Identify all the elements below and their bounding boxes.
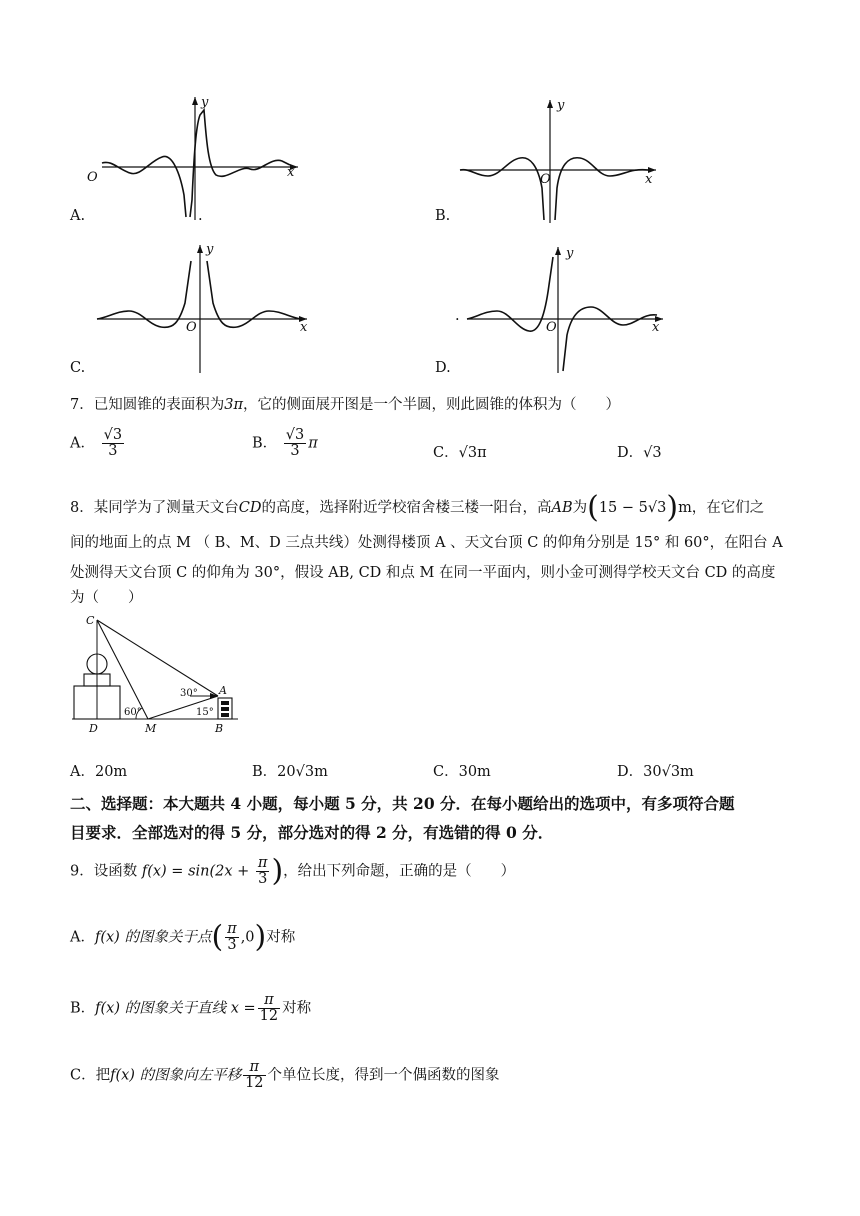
q8-option-d bbox=[617, 760, 694, 781]
q8-l1-c: 为 bbox=[572, 500, 588, 516]
q7-a-num: √3 bbox=[103, 427, 123, 443]
q9-c-den: 12 bbox=[245, 1075, 264, 1092]
q7-option-a-label: A． bbox=[70, 435, 95, 452]
graph-b-x-label: x bbox=[645, 172, 653, 187]
q8-option-c-text: 30m bbox=[458, 764, 491, 780]
graph-b-plot bbox=[458, 98, 658, 226]
q7-option-d-label: D． bbox=[617, 445, 644, 461]
q8-option-d-label: D． bbox=[617, 764, 644, 780]
q9-pi: π bbox=[257, 855, 268, 871]
q8-fig-angle-30: 30° bbox=[180, 688, 198, 699]
q7-option-b-label: B． bbox=[252, 435, 278, 452]
q7-option-c-label: C． bbox=[433, 445, 459, 461]
q9-option-b-x: x = bbox=[230, 1000, 256, 1017]
q9-option-c-post: 个单位长度，得到一个偶函数的图象 bbox=[267, 1067, 500, 1084]
q9-function: f(x) = sin(2x + bbox=[141, 863, 254, 880]
q8-option-c-label: C． bbox=[433, 764, 459, 780]
graph-d-x-label: x bbox=[652, 320, 660, 335]
q8-fig-label-b: B bbox=[215, 722, 224, 735]
q7-option-d bbox=[617, 441, 662, 462]
q9-option-b-post: 对称 bbox=[282, 1000, 312, 1017]
q8-line-2: 间的地面上的点 M （ B、M、D 三点共线）处测得楼顶 A 、天文台顶 C 的仰角分别是 15° 和 60°，在阳台 A bbox=[70, 535, 783, 551]
q8-option-b-text: 20√3m bbox=[277, 764, 328, 780]
q8-ab: AB bbox=[551, 500, 573, 516]
section-2-heading-line-2: 目要求．全部选对的得 5 分，部分选对的得 2 分，有选错的得 0 分． bbox=[70, 823, 554, 842]
q8-fig-label-d: D bbox=[89, 722, 98, 735]
q7-b-tail: π bbox=[308, 435, 318, 452]
graph-a-plot bbox=[100, 95, 300, 225]
graph-d-leading-mark: . bbox=[455, 308, 460, 324]
q9-b-num: π bbox=[258, 993, 280, 1009]
q8-fig-label-m: M bbox=[145, 722, 157, 735]
q7-option-b bbox=[252, 428, 318, 459]
q9-option-a: A．f(x) 的图象关于点( $\frac{\pi}{3}$ ,0)对称 bbox=[70, 919, 296, 955]
q9-suffix: ，给出下列命题，正确的是（ ） bbox=[283, 863, 516, 880]
q9-option-c bbox=[70, 1060, 500, 1091]
q9-option-a-post: 对称 bbox=[266, 929, 296, 946]
q9-fraction bbox=[256, 856, 270, 887]
q7-value: 3π bbox=[224, 397, 243, 413]
q8-fig-label-c: C bbox=[86, 614, 95, 627]
q9-option-c-fraction bbox=[243, 1060, 265, 1091]
q8-option-d-text: 30√3m bbox=[643, 764, 694, 780]
graph-a-trailing-mark: . bbox=[198, 208, 203, 224]
q7-option-a bbox=[70, 428, 126, 459]
q7-option-a-fraction bbox=[102, 428, 124, 459]
q9-b-den: 12 bbox=[259, 1008, 279, 1025]
q7-option-c-text: √3π bbox=[458, 445, 487, 461]
q8-option-a bbox=[70, 760, 127, 781]
section-2-heading-line-1: 二、选择题：本大题共 4 小题，每小题 5 分，共 20 分．在每小题给出的选项中，有多项符合题 bbox=[70, 794, 735, 813]
q8-fig-angle-15: 15° bbox=[196, 707, 214, 718]
q9-option-b-fraction bbox=[258, 993, 280, 1024]
graph-c-label: C. bbox=[70, 360, 86, 376]
q9-option-b bbox=[70, 993, 311, 1024]
graph-c-plot bbox=[95, 243, 310, 375]
q9-three: 3 bbox=[258, 871, 268, 888]
q9-option-c-label: C．把 bbox=[70, 1067, 111, 1084]
q9-a-den: 3 bbox=[227, 937, 237, 954]
q8-option-b-label: B． bbox=[252, 764, 278, 780]
q8-option-b bbox=[252, 760, 328, 781]
q7-b-den: 3 bbox=[290, 443, 300, 460]
q8-l1-a: 8．某同学为了测量天文台 bbox=[70, 500, 239, 516]
graph-b-origin: O bbox=[540, 172, 551, 187]
graph-d-label: D. bbox=[435, 360, 451, 376]
graph-d-plot bbox=[465, 245, 665, 375]
q9-option-a-label: A． bbox=[70, 929, 95, 946]
q9-c-num: π bbox=[243, 1060, 265, 1076]
q7-a-den: 3 bbox=[108, 443, 118, 460]
q7-option-c bbox=[433, 441, 487, 462]
graph-a-label: A. bbox=[70, 208, 86, 224]
q7-option-b-fraction bbox=[284, 428, 306, 459]
q8-option-a-label: A． bbox=[70, 764, 95, 780]
question-9: 9．设函数 f(x) = sin(2x + $\frac{\pi}{3}$ )，给出下列命题，正确的是（ ） bbox=[70, 853, 516, 889]
q8-fig-label-a: A bbox=[219, 684, 227, 697]
graph-c-x-label: x bbox=[300, 320, 308, 335]
q8-l1-b: 的高度，选择附近学校宿舍楼三楼一阳台，高 bbox=[261, 500, 552, 516]
q7-suffix: ，它的侧面展开图是一个半圆，则此圆锥的体积为（ ） bbox=[243, 397, 620, 413]
q9-option-b-pre: f(x) 的图象关于直线 bbox=[95, 1000, 227, 1017]
q8-line-4: 为（ ） bbox=[70, 590, 143, 606]
graph-d-y-label: y bbox=[566, 246, 574, 261]
q9-option-c-pre: f(x) 的图象向左平移 bbox=[110, 1067, 242, 1084]
graph-c-origin: O bbox=[186, 320, 197, 335]
graph-a-x-label: x bbox=[287, 165, 295, 180]
q7-prefix: 7．已知圆锥的表面积为 bbox=[70, 397, 225, 413]
q9-prefix: 9．设函数 bbox=[70, 863, 138, 880]
q9-a-tail: ,0 bbox=[240, 929, 255, 946]
q8-option-a-text: 20m bbox=[94, 764, 128, 780]
graph-c-y-label: y bbox=[206, 242, 214, 257]
q9-option-b-label: B． bbox=[70, 1000, 96, 1017]
q8-l1-d: m，在它们之 bbox=[678, 500, 765, 516]
q8-height: 15 − 5√3 bbox=[598, 500, 667, 516]
q7-b-num: √3 bbox=[285, 427, 305, 443]
q8-fig-angle-60: 60° bbox=[124, 707, 142, 718]
q9-option-a-pre: f(x) 的图象关于点 bbox=[94, 929, 212, 946]
graph-d-origin: O bbox=[546, 320, 557, 335]
q8-option-c bbox=[433, 760, 491, 781]
q8-cd: CD bbox=[238, 500, 262, 516]
q8-line-3: 处测得天文台顶 C 的仰角为 30°，假设 AB, CD 和点 M 在同一平面内，则小金可测得学校天文台 CD 的高度 bbox=[70, 565, 776, 581]
q9-option-a-fraction bbox=[225, 922, 239, 953]
graph-b-label: B. bbox=[435, 208, 451, 224]
q8-line-1: 8．某同学为了测量天文台CD的高度，选择附近学校宿舍楼三楼一阳台，高AB为(15 − 5√3)m，在它们之 bbox=[70, 490, 765, 525]
q7-option-d-text: √3 bbox=[643, 445, 662, 461]
graph-a-origin: O bbox=[87, 170, 98, 185]
question-7 bbox=[70, 393, 620, 414]
graph-a-y-label: y bbox=[201, 95, 209, 110]
graph-b-y-label: y bbox=[557, 98, 565, 113]
q9-a-num: π bbox=[227, 921, 237, 937]
